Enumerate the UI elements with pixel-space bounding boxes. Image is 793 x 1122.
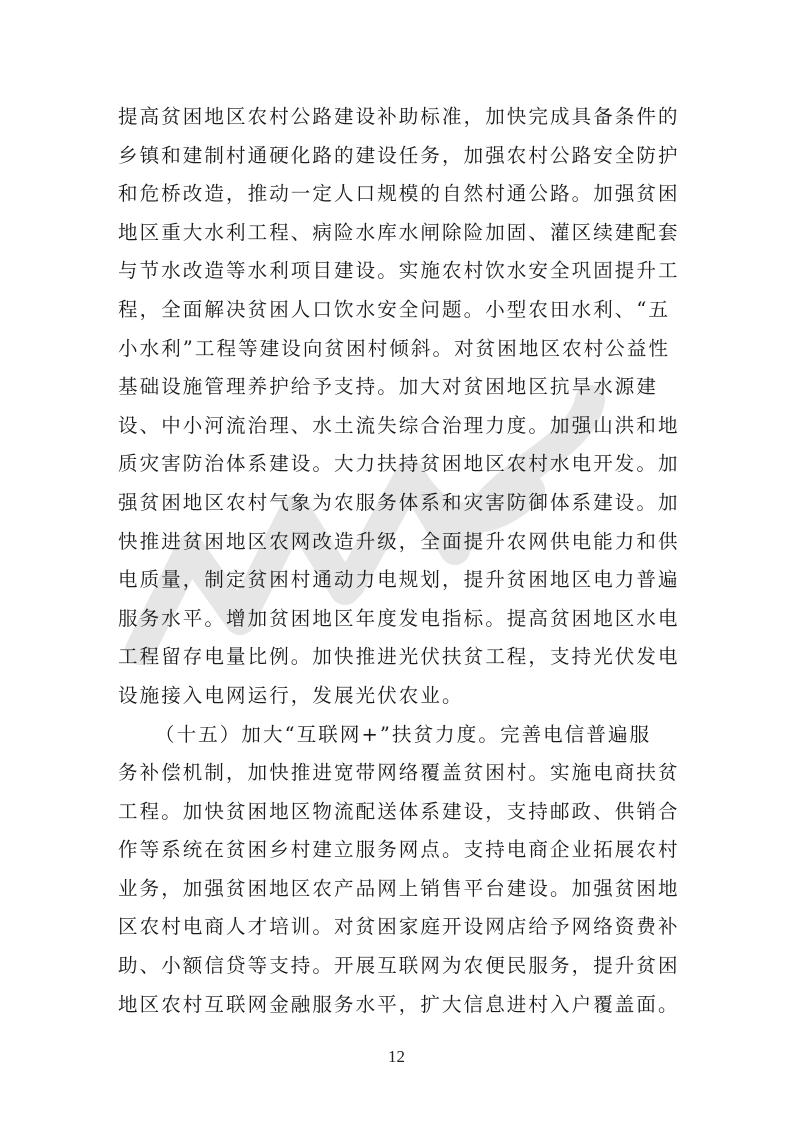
text-line: 提高贫困地区农村公路建设补助标准，加快完成具备条件的 — [118, 105, 680, 128]
text-line: 设施接入电网运行，发展光伏农业。 — [118, 683, 464, 707]
text-line: 工程留存电量比例。加快推进光伏扶贫工程，支持光伏发电 — [118, 645, 680, 669]
text-line: 电质量，制定贫困村通动力电规划，提升贫困地区电力普遍 — [118, 568, 680, 592]
text-line: 质灾害防治体系建设。大力扶持贫困地区农村水电开发。加 — [118, 452, 680, 476]
text-line: 与节水改造等水利项目建设。实施农村饮水安全巩固提升工 — [118, 259, 680, 283]
text-line: 程，全面解决贫困人口饮水安全问题。小型农田水利、“五 — [118, 297, 671, 321]
body-text — [118, 98, 678, 1024]
text-line: 助、小额信贷等支持。开展互联网为农便民服务，提升贫困 — [118, 954, 680, 978]
text-line: 快推进贫困地区农网改造升级，全面提升农网供电能力和供 — [118, 529, 680, 553]
text-line: 地区农村互联网金融服务水平，扩大信息进村入户覆盖面。 — [118, 992, 680, 1016]
text-line: 小水利”工程等建设向贫困村倾斜。对贫困地区农村公益性 — [118, 336, 671, 360]
text-line: 地区重大水利工程、病险水库水闸除险加固、灌区续建配套 — [118, 220, 680, 244]
text-line: 和危桥改造，推动一定人口规模的自然村通公路。加强贫困 — [118, 182, 680, 206]
text-line: 作等系统在贫困乡村建立服务网点。支持电商企业拓展农村 — [118, 838, 680, 862]
text-line: 基础设施管理养护给予支持。加大对贫困地区抗旱水源建 — [118, 375, 659, 399]
text-line: 业务，加强贫困地区农产品网上销售平台建设。加强贫困地 — [118, 876, 680, 900]
text-line: 工程。加快贫困地区物流配送体系建设，支持邮政、供销合 — [118, 799, 680, 823]
section-heading-line: （十五）加大“互联网+”扶贫力度。完善电信普遍服 — [155, 722, 652, 746]
text-line: 务补偿机制，加快推进宽带网络覆盖贫困村。实施电商扶贫 — [118, 761, 680, 785]
text-line: 强贫困地区农村气象为农服务体系和灾害防御体系建设。加 — [118, 490, 680, 514]
text-line: 设、中小河流治理、水土流失综合治理力度。加强山洪和地 — [118, 413, 680, 437]
text-line: 服务水平。增加贫困地区年度发电指标。提高贫困地区水电 — [118, 606, 680, 630]
text-line: 区农村电商人才培训。对贫困家庭开设网店给予网络资费补 — [118, 915, 680, 939]
text-line: 乡镇和建制村通硬化路的建设任务，加强农村公路安全防护 — [118, 143, 680, 167]
page-number: 12 — [388, 1047, 405, 1066]
